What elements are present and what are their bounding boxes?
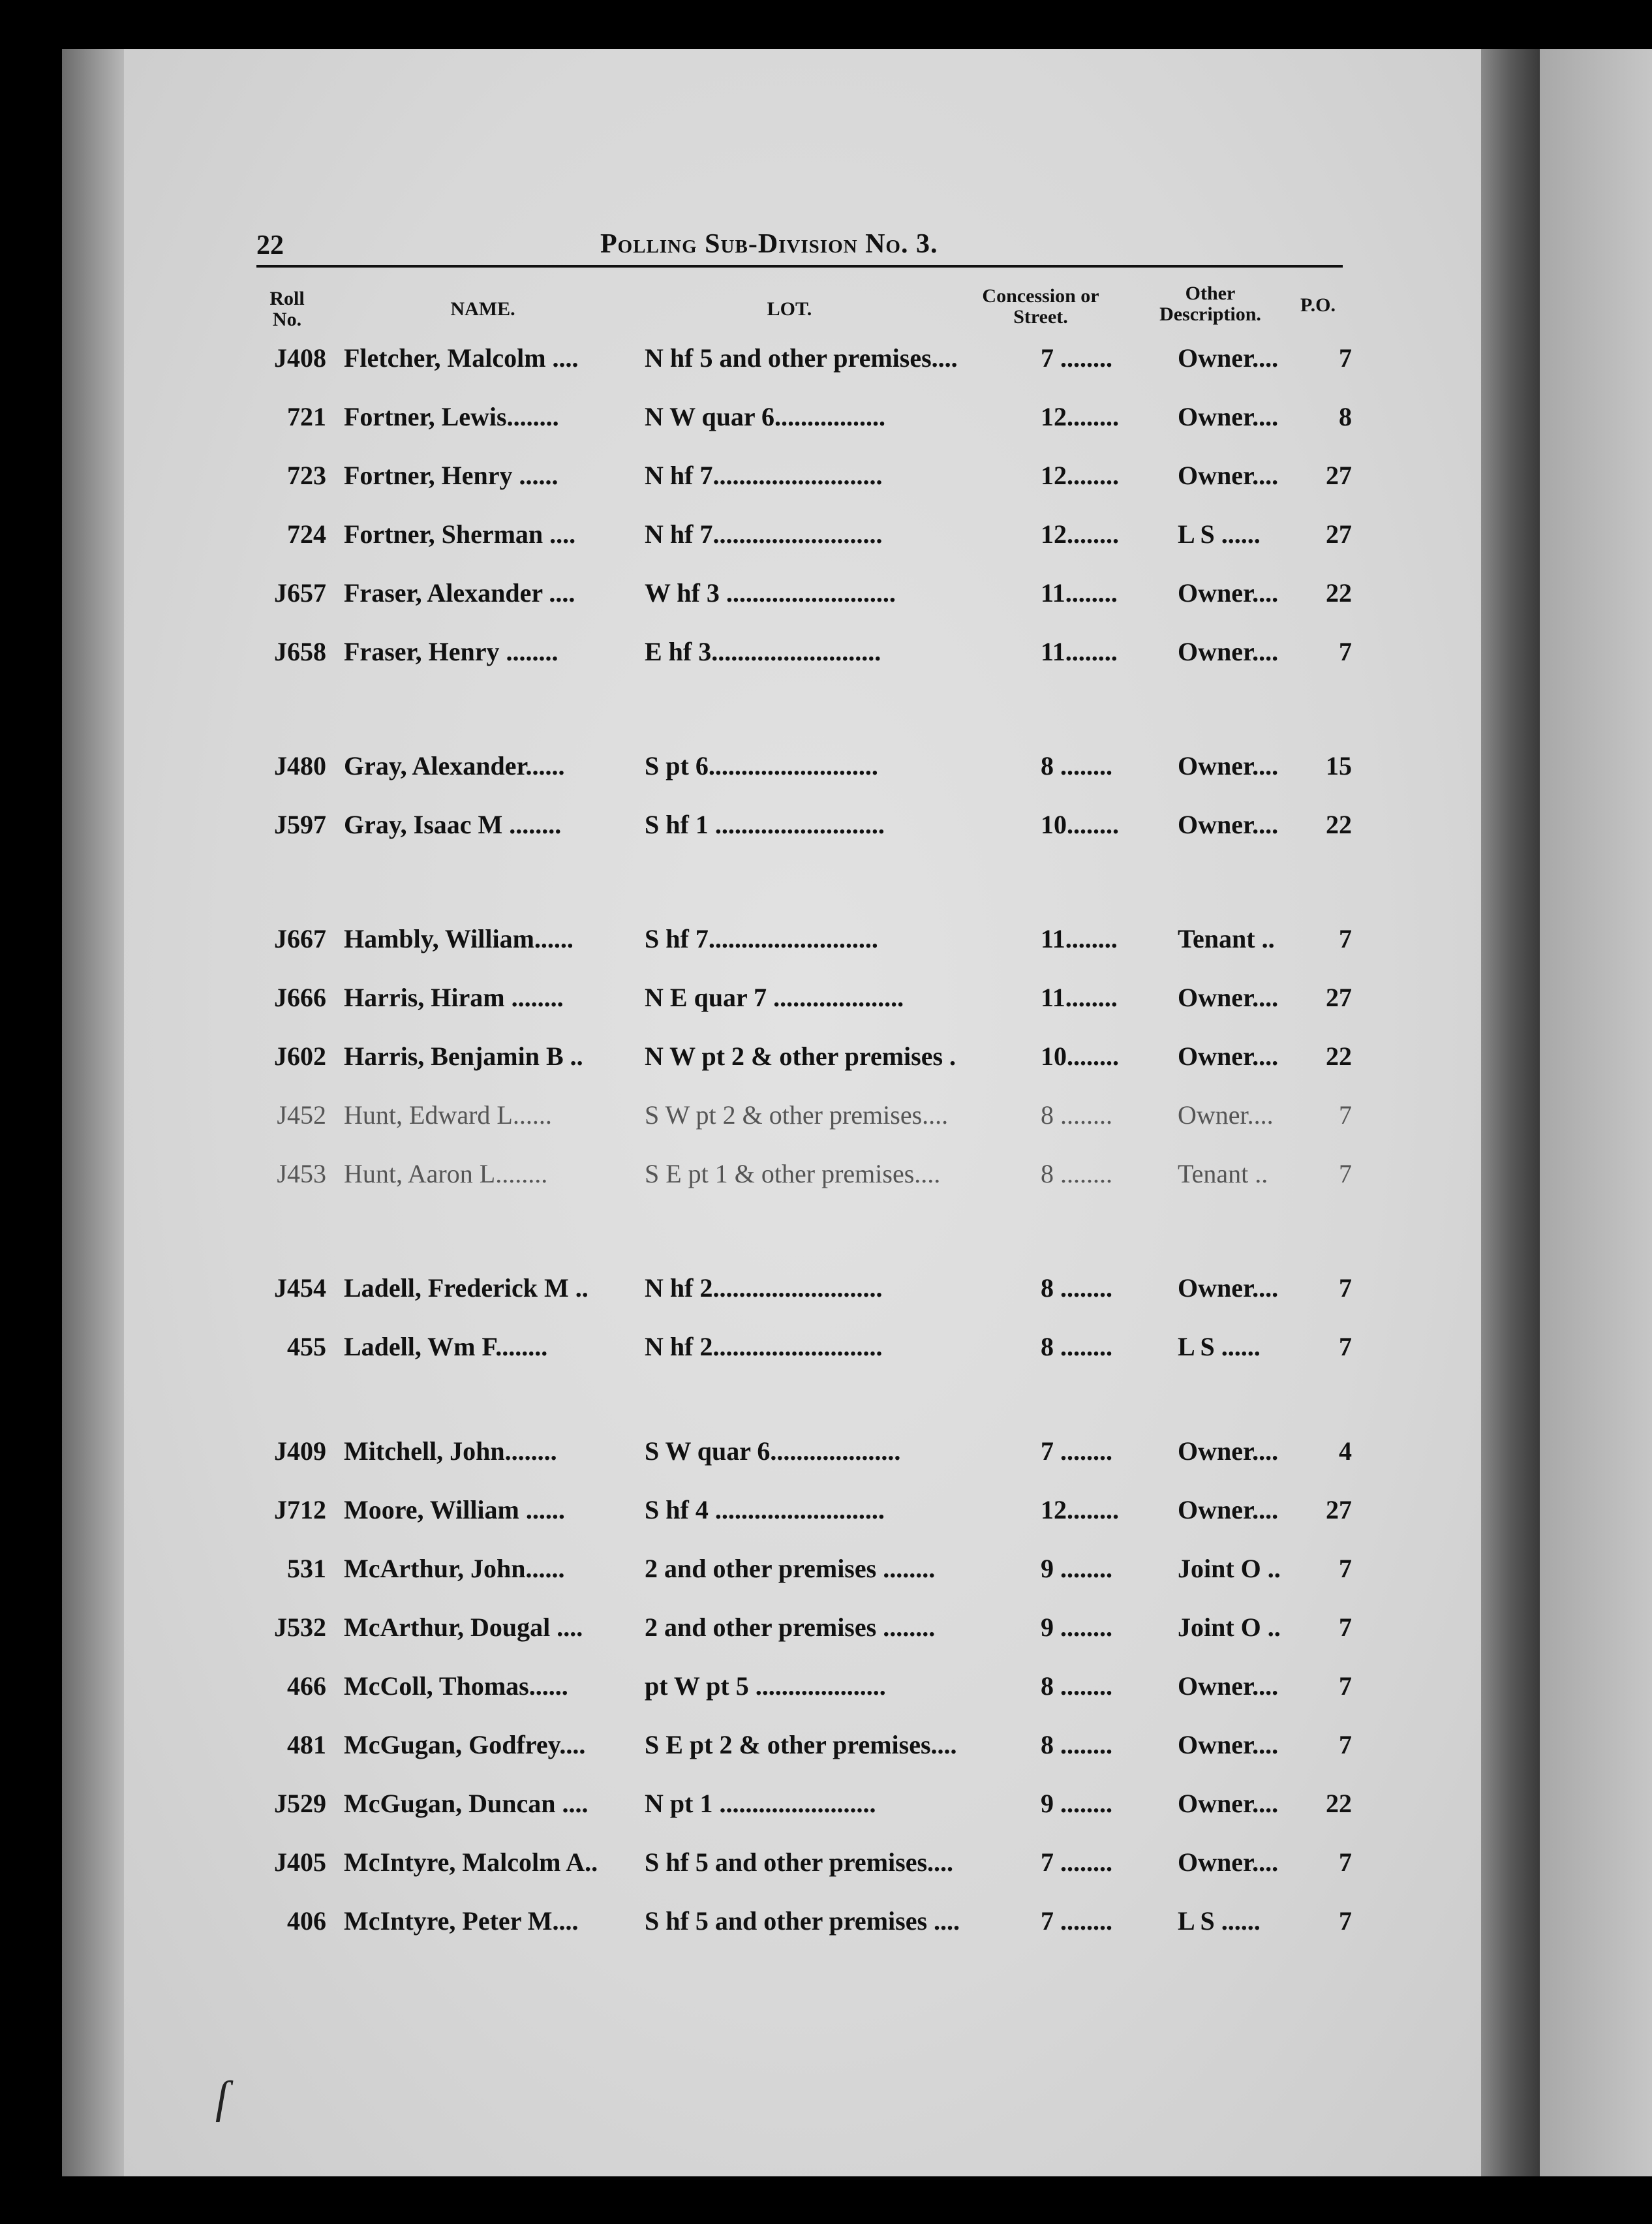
post-office-number: 4: [1339, 1436, 1352, 1466]
concession-number: 9 ........: [1041, 1789, 1112, 1818]
voter-name: Hunt, Aaron L........: [344, 1159, 548, 1188]
roll-number: J658: [274, 637, 326, 666]
table-row: [0, 578, 1652, 617]
lot-description: S W quar 6....................: [645, 1436, 901, 1466]
other-description: Owner....: [1178, 1042, 1279, 1071]
concession-number: 11........: [1041, 578, 1118, 608]
other-description: Owner....: [1178, 1273, 1279, 1303]
roll-number: J405: [274, 1847, 326, 1877]
voter-name: McGugan, Godfrey....: [344, 1730, 586, 1759]
table-row: [0, 1100, 1652, 1139]
table-row: [0, 1158, 1652, 1197]
other-description: Owner....: [1178, 810, 1279, 839]
concession-number: 8 ........: [1041, 751, 1112, 780]
other-description: Owner....: [1178, 578, 1279, 608]
post-office-number: 7: [1339, 637, 1352, 666]
table-row: [0, 519, 1652, 558]
concession-number: 11........: [1041, 983, 1118, 1012]
lot-description: N hf 5 and other premises....: [645, 343, 958, 373]
voter-name: Harris, Hiram ........: [344, 983, 564, 1012]
post-office-number: 7: [1339, 1554, 1352, 1583]
post-office-number: 15: [1326, 751, 1352, 780]
lot-description: N W pt 2 & other premises .: [645, 1042, 956, 1071]
lot-description: S pt 6..........................: [645, 751, 878, 780]
table-row: [0, 1494, 1652, 1534]
other-description: L S ......: [1178, 519, 1261, 549]
concession-number: 8 ........: [1041, 1159, 1112, 1188]
header-rule: [256, 265, 1343, 268]
table-row: [0, 1041, 1652, 1080]
lot-description: S hf 7..........................: [645, 924, 878, 953]
roll-number: 724: [287, 519, 326, 549]
roll-number: J453: [277, 1159, 326, 1188]
other-description: Owner....: [1178, 1436, 1279, 1466]
lot-description: N hf 7..........................: [645, 519, 883, 549]
roll-number: J666: [274, 983, 326, 1012]
lot-description: S hf 1 ..........................: [645, 810, 885, 839]
table-row: [0, 1729, 1652, 1768]
roll-number: 721: [287, 402, 326, 431]
lot-description: S E pt 1 & other premises....: [645, 1159, 941, 1188]
column-header-lot: LOT.: [767, 298, 812, 320]
post-office-number: 27: [1326, 519, 1352, 549]
table-row: [0, 401, 1652, 440]
column-header-name: NAME.: [450, 298, 515, 320]
other-description: Owner....: [1178, 1730, 1279, 1759]
other-description: Owner....: [1178, 461, 1279, 490]
roll-number: 531: [287, 1554, 326, 1583]
roll-number: J408: [274, 343, 326, 373]
voter-name: Hambly, William......: [344, 924, 574, 953]
lot-description: 2 and other premises ........: [645, 1613, 936, 1642]
other-description: Owner....: [1178, 637, 1279, 666]
other-description: Owner....: [1178, 343, 1279, 373]
post-office-number: 22: [1326, 810, 1352, 839]
voter-name: Gray, Isaac M ........: [344, 810, 562, 839]
concession-number: 8 ........: [1041, 1332, 1112, 1361]
voter-name: McColl, Thomas......: [344, 1671, 568, 1701]
roll-number: J667: [274, 924, 326, 953]
table-row: [0, 982, 1652, 1021]
page-number: 22: [256, 230, 284, 260]
other-description: L S ......: [1178, 1332, 1261, 1361]
voter-name: McArthur, John......: [344, 1554, 565, 1583]
post-office-number: 27: [1326, 983, 1352, 1012]
concession-number: 12........: [1041, 402, 1119, 431]
other-description: Owner....: [1178, 1100, 1274, 1130]
post-office-number: 7: [1339, 1159, 1352, 1188]
roll-number: J597: [274, 810, 326, 839]
post-office-number: 7: [1339, 1100, 1352, 1130]
voter-name: Fletcher, Malcolm ....: [344, 343, 579, 373]
voter-name: Hunt, Edward L......: [344, 1100, 552, 1130]
roll-number: 481: [287, 1730, 326, 1759]
column-header-concession: Concession or Street.: [982, 285, 1099, 328]
table-row: [0, 460, 1652, 499]
concession-number: 11........: [1041, 924, 1118, 953]
voter-name: McIntyre, Peter M....: [344, 1906, 579, 1936]
roll-number: J452: [277, 1100, 326, 1130]
lot-description: S W pt 2 & other premises....: [645, 1100, 949, 1130]
voter-name: Fraser, Alexander ....: [344, 578, 575, 608]
lot-description: W hf 3 ..........................: [645, 578, 896, 608]
table-row: [0, 1331, 1652, 1370]
lot-description: E hf 3..........................: [645, 637, 881, 666]
table-row: [0, 750, 1652, 790]
other-description: Tenant ..: [1178, 1159, 1268, 1188]
lot-description: S hf 5 and other premises....: [645, 1847, 954, 1877]
roll-number: J602: [274, 1042, 326, 1071]
voter-name: McArthur, Dougal ....: [344, 1613, 583, 1642]
concession-number: 8 ........: [1041, 1730, 1112, 1759]
roll-number: 406: [287, 1906, 326, 1936]
table-row: [0, 1553, 1652, 1592]
lot-description: N hf 2..........................: [645, 1332, 883, 1361]
voter-name: Fraser, Henry ........: [344, 637, 558, 666]
post-office-number: 22: [1326, 578, 1352, 608]
voter-name: Harris, Benjamin B ..: [344, 1042, 583, 1071]
table-row: [0, 1906, 1652, 1945]
roll-number: J657: [274, 578, 326, 608]
post-office-number: 7: [1339, 1671, 1352, 1701]
voter-name: Ladell, Wm F........: [344, 1332, 548, 1361]
roll-number: J480: [274, 751, 326, 780]
concession-number: 7 ........: [1041, 1906, 1112, 1936]
table-row: [0, 343, 1652, 382]
lot-description: N E quar 7 ....................: [645, 983, 904, 1012]
lot-description: N W quar 6.................: [645, 402, 885, 431]
post-office-number: 7: [1339, 1273, 1352, 1303]
table-row: [0, 809, 1652, 848]
other-description: Owner....: [1178, 1671, 1279, 1701]
roll-number: J712: [274, 1495, 326, 1524]
concession-number: 7 ........: [1041, 1436, 1112, 1466]
lot-description: N hf 2..........................: [645, 1273, 883, 1303]
concession-number: 10........: [1041, 810, 1119, 839]
concession-number: 8 ........: [1041, 1100, 1112, 1130]
post-office-number: 27: [1326, 461, 1352, 490]
ink-mark: ſ: [215, 2073, 228, 2123]
other-description: Owner....: [1178, 1789, 1279, 1818]
lot-description: S hf 5 and other premises ....: [645, 1906, 960, 1936]
voter-name: Fortner, Henry ......: [344, 461, 558, 490]
post-office-number: 7: [1339, 1906, 1352, 1936]
other-description: Tenant ..: [1178, 924, 1275, 953]
concession-number: 7 ........: [1041, 1847, 1112, 1877]
roll-number: J454: [274, 1273, 326, 1303]
voter-name: McGugan, Duncan ....: [344, 1789, 589, 1818]
lot-description: S E pt 2 & other premises....: [645, 1730, 957, 1759]
post-office-number: 7: [1339, 1847, 1352, 1877]
voter-name: Fortner, Sherman ....: [344, 519, 576, 549]
concession-number: 8 ........: [1041, 1273, 1112, 1303]
other-description: Owner....: [1178, 402, 1279, 431]
voter-name: Mitchell, John........: [344, 1436, 557, 1466]
lot-description: N hf 7..........................: [645, 461, 883, 490]
other-description: Owner....: [1178, 983, 1279, 1012]
concession-number: 12........: [1041, 461, 1119, 490]
concession-number: 12........: [1041, 519, 1119, 549]
lot-description: 2 and other premises ........: [645, 1554, 936, 1583]
table-row: [0, 636, 1652, 675]
table-row: [0, 1847, 1652, 1886]
post-office-number: 7: [1339, 1613, 1352, 1642]
other-description: Joint O ..: [1178, 1613, 1281, 1642]
roll-number: 455: [287, 1332, 326, 1361]
voter-name: Fortner, Lewis........: [344, 402, 559, 431]
other-description: Owner....: [1178, 751, 1279, 780]
concession-number: 10........: [1041, 1042, 1119, 1071]
lot-description: pt W pt 5 ....................: [645, 1671, 886, 1701]
post-office-number: 7: [1339, 924, 1352, 953]
concession-number: 9 ........: [1041, 1554, 1112, 1583]
post-office-number: 22: [1326, 1789, 1352, 1818]
concession-number: 12........: [1041, 1495, 1119, 1524]
column-header-roll: Roll No.: [269, 288, 305, 330]
other-description: Joint O ..: [1178, 1554, 1281, 1583]
post-office-number: 7: [1339, 343, 1352, 373]
table-row: [0, 1436, 1652, 1475]
page-heading: Polling Sub-Division No. 3.: [600, 229, 938, 259]
roll-number: J532: [274, 1613, 326, 1642]
concession-number: 8 ........: [1041, 1671, 1112, 1701]
table-row: [0, 1273, 1652, 1312]
roll-number: J409: [274, 1436, 326, 1466]
other-description: L S ......: [1178, 1906, 1261, 1936]
roll-number: 723: [287, 461, 326, 490]
voter-name: McIntyre, Malcolm A..: [344, 1847, 598, 1877]
other-description: Owner....: [1178, 1495, 1279, 1524]
voter-name: Gray, Alexander......: [344, 751, 565, 780]
voter-name: Ladell, Frederick M ..: [344, 1273, 589, 1303]
post-office-number: 7: [1339, 1730, 1352, 1759]
post-office-number: 27: [1326, 1495, 1352, 1524]
post-office-number: 8: [1339, 402, 1352, 431]
lot-description: N pt 1 ........................: [645, 1789, 876, 1818]
post-office-number: 22: [1326, 1042, 1352, 1071]
concession-number: 7 ........: [1041, 343, 1112, 373]
column-header-po: P.O.: [1300, 294, 1336, 316]
voter-name: Moore, William ......: [344, 1495, 565, 1524]
concession-number: 11........: [1041, 637, 1118, 666]
table-row: [0, 1788, 1652, 1827]
table-row: [0, 923, 1652, 963]
table-row: [0, 1671, 1652, 1710]
other-description: Owner....: [1178, 1847, 1279, 1877]
roll-number: J529: [274, 1789, 326, 1818]
concession-number: 9 ........: [1041, 1613, 1112, 1642]
column-header-description: Other Description.: [1159, 283, 1261, 325]
post-office-number: 7: [1339, 1332, 1352, 1361]
table-row: [0, 1612, 1652, 1651]
roll-number: 466: [287, 1671, 326, 1701]
lot-description: S hf 4 ..........................: [645, 1495, 885, 1524]
